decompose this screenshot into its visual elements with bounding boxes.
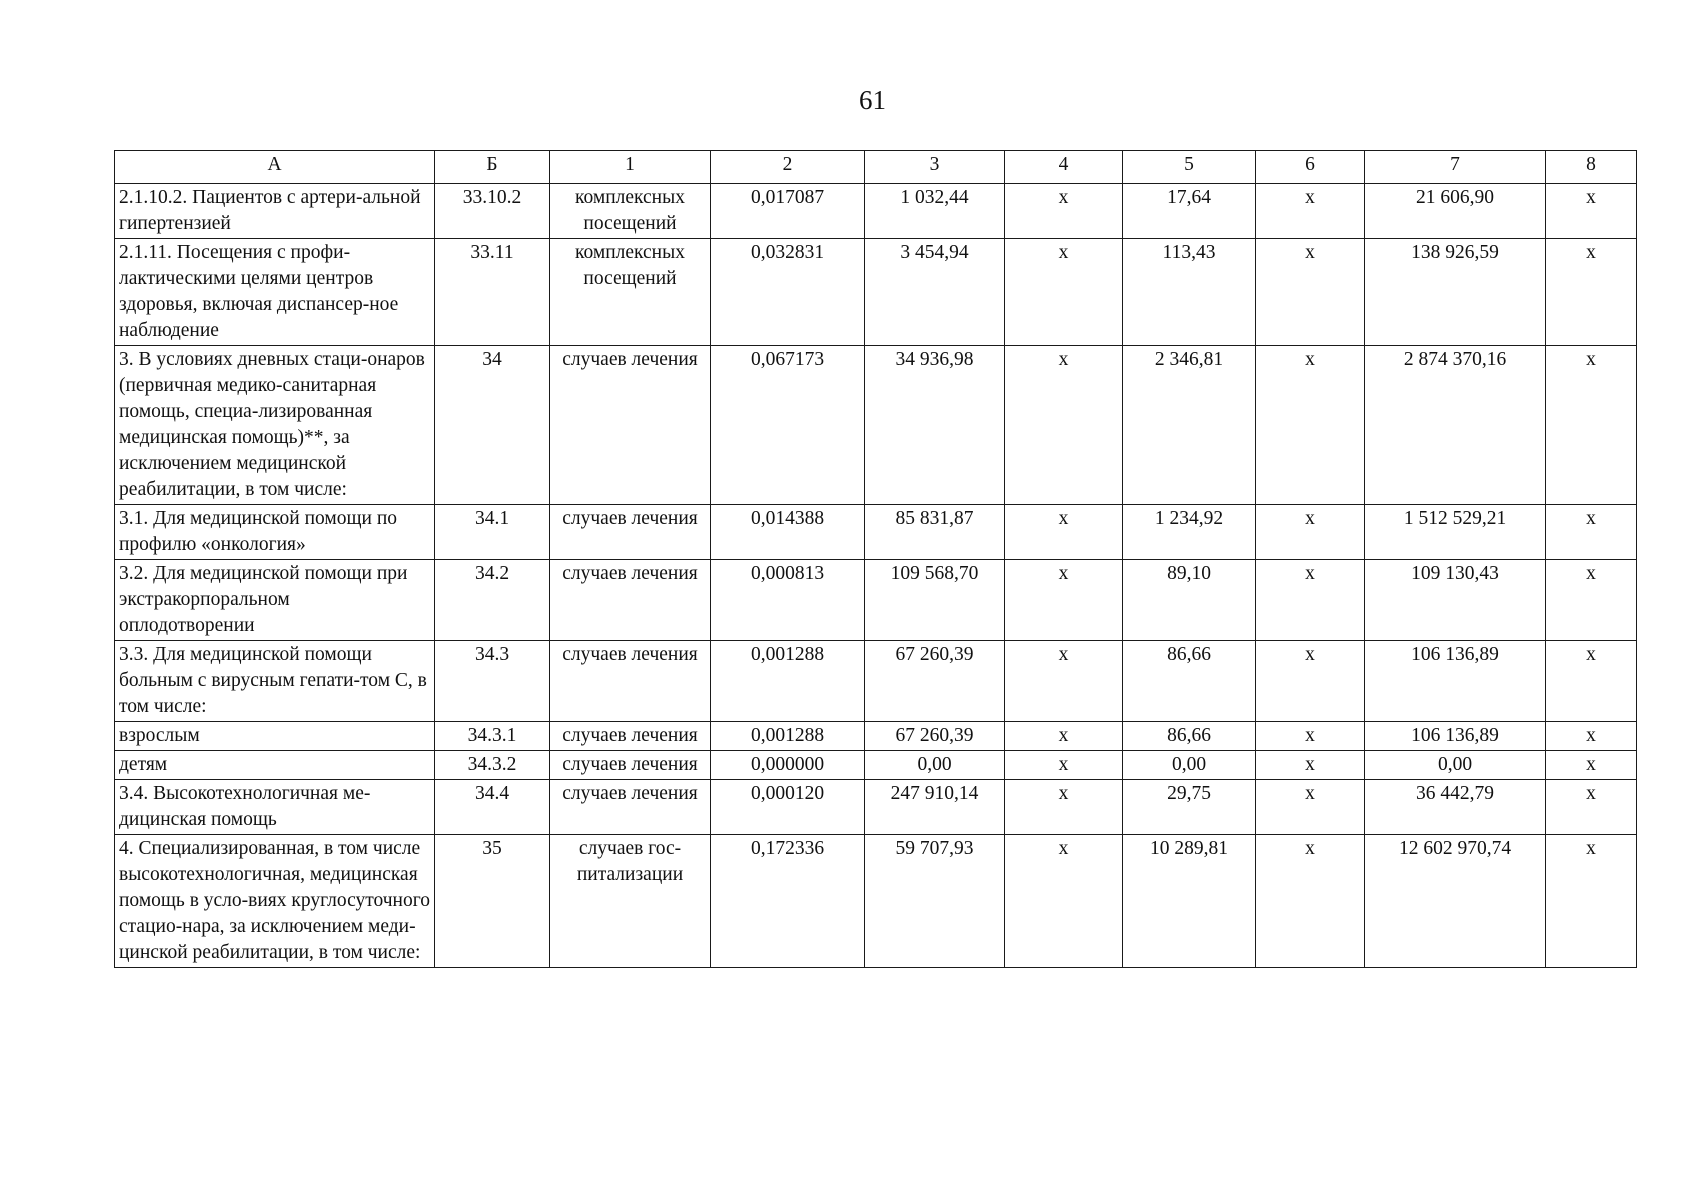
value-cell-7: 21 606,90 bbox=[1365, 184, 1546, 239]
value-cell-5: 86,66 bbox=[1123, 722, 1256, 751]
row-name-cell: 3.2. Для медицинской помощи при экстракорпоральном оплодотворении bbox=[115, 560, 435, 641]
value-cell-6: х bbox=[1256, 641, 1365, 722]
row-name-cell: 3.4. Высокотехнологичная ме-дицинская помощь bbox=[115, 780, 435, 835]
value-cell-6: х bbox=[1256, 722, 1365, 751]
row-code-cell: 34.3.2 bbox=[435, 751, 550, 780]
value-cell-4: х bbox=[1005, 780, 1123, 835]
column-header: 3 bbox=[865, 151, 1005, 184]
table-body bbox=[115, 184, 1637, 968]
value-cell-3: 1 032,44 bbox=[865, 184, 1005, 239]
value-cell-2: 0,014388 bbox=[711, 505, 865, 560]
value-cell-3: 34 936,98 bbox=[865, 346, 1005, 505]
value-cell-3: 85 831,87 bbox=[865, 505, 1005, 560]
row-code-cell: 34.3.1 bbox=[435, 722, 550, 751]
column-header: 7 bbox=[1365, 151, 1546, 184]
row-code-cell: 33.10.2 bbox=[435, 184, 550, 239]
table-row bbox=[115, 780, 1637, 835]
row-code-cell: 34.1 bbox=[435, 505, 550, 560]
unit-cell: случаев лечения bbox=[550, 751, 711, 780]
value-cell-4: х bbox=[1005, 184, 1123, 239]
row-name-cell: детям bbox=[115, 751, 435, 780]
row-code-cell: 34.2 bbox=[435, 560, 550, 641]
unit-cell: комплексных посещений bbox=[550, 184, 711, 239]
column-header: А bbox=[115, 151, 435, 184]
value-cell-7: 36 442,79 bbox=[1365, 780, 1546, 835]
value-cell-4: х bbox=[1005, 722, 1123, 751]
value-cell-2: 0,017087 bbox=[711, 184, 865, 239]
unit-cell: случаев лечения bbox=[550, 780, 711, 835]
value-cell-6: х bbox=[1256, 346, 1365, 505]
row-code-cell: 35 bbox=[435, 835, 550, 968]
unit-cell: случаев лечения bbox=[550, 560, 711, 641]
column-header: 8 bbox=[1546, 151, 1637, 184]
value-cell-7: 106 136,89 bbox=[1365, 722, 1546, 751]
table-row bbox=[115, 751, 1637, 780]
table-row bbox=[115, 835, 1637, 968]
value-cell-7: 0,00 bbox=[1365, 751, 1546, 780]
column-header: Б bbox=[435, 151, 550, 184]
column-header: 6 bbox=[1256, 151, 1365, 184]
value-cell-2: 0,001288 bbox=[711, 722, 865, 751]
value-cell-6: х bbox=[1256, 780, 1365, 835]
value-cell-6: х bbox=[1256, 835, 1365, 968]
value-cell-5: 17,64 bbox=[1123, 184, 1256, 239]
row-name-cell: 3. В условиях дневных стаци-онаров (первичная медико-санитарная помощь, специа-лизированная медицинская помощь)**, за исключением медицинской реабилитации, в том числе: bbox=[115, 346, 435, 505]
row-code-cell: 34 bbox=[435, 346, 550, 505]
value-cell-8: х bbox=[1546, 505, 1637, 560]
value-cell-3: 3 454,94 bbox=[865, 239, 1005, 346]
row-name-cell: 3.1. Для медицинской помощи по профилю «онкология» bbox=[115, 505, 435, 560]
value-cell-8: х bbox=[1546, 184, 1637, 239]
table-row bbox=[115, 505, 1637, 560]
column-header: 2 bbox=[711, 151, 865, 184]
value-cell-2: 0,000120 bbox=[711, 780, 865, 835]
value-cell-8: х bbox=[1546, 835, 1637, 968]
column-header: 5 bbox=[1123, 151, 1256, 184]
row-code-cell: 34.4 bbox=[435, 780, 550, 835]
value-cell-2: 0,067173 bbox=[711, 346, 865, 505]
value-cell-8: х bbox=[1546, 239, 1637, 346]
table-row bbox=[115, 239, 1637, 346]
value-cell-7: 12 602 970,74 bbox=[1365, 835, 1546, 968]
value-cell-6: х bbox=[1256, 751, 1365, 780]
row-name-cell: 3.3. Для медицинской помощи больным с вирусным гепати-том С, в том числе: bbox=[115, 641, 435, 722]
value-cell-2: 0,032831 bbox=[711, 239, 865, 346]
value-cell-7: 1 512 529,21 bbox=[1365, 505, 1546, 560]
row-name-cell: 4. Специализированная, в том числе высокотехнологичная, медицинская помощь в усло-виях круглосуточного стацио-нара, за исключением меди-цинской реабилитации, в том числе: bbox=[115, 835, 435, 968]
value-cell-4: х bbox=[1005, 751, 1123, 780]
value-cell-6: х bbox=[1256, 239, 1365, 346]
value-cell-3: 59 707,93 bbox=[865, 835, 1005, 968]
column-header: 1 bbox=[550, 151, 711, 184]
value-cell-4: х bbox=[1005, 835, 1123, 968]
value-cell-8: х bbox=[1546, 346, 1637, 505]
unit-cell: случаев лечения bbox=[550, 505, 711, 560]
value-cell-3: 109 568,70 bbox=[865, 560, 1005, 641]
column-header: 4 bbox=[1005, 151, 1123, 184]
value-cell-3: 0,00 bbox=[865, 751, 1005, 780]
row-name-cell: 2.1.11. Посещения с профи-лактическими целями центров здоровья, включая диспансер-ное наблюдение bbox=[115, 239, 435, 346]
value-cell-3: 247 910,14 bbox=[865, 780, 1005, 835]
value-cell-2: 0,001288 bbox=[711, 641, 865, 722]
value-cell-6: х bbox=[1256, 560, 1365, 641]
value-cell-7: 138 926,59 bbox=[1365, 239, 1546, 346]
value-cell-2: 0,000000 bbox=[711, 751, 865, 780]
value-cell-5: 2 346,81 bbox=[1123, 346, 1256, 505]
row-name-cell: 2.1.10.2. Пациентов с артери-альной гипертензией bbox=[115, 184, 435, 239]
value-cell-3: 67 260,39 bbox=[865, 641, 1005, 722]
row-code-cell: 33.11 bbox=[435, 239, 550, 346]
value-cell-5: 0,00 bbox=[1123, 751, 1256, 780]
value-cell-8: х bbox=[1546, 780, 1637, 835]
value-cell-2: 0,000813 bbox=[711, 560, 865, 641]
value-cell-5: 86,66 bbox=[1123, 641, 1256, 722]
row-name-cell: взрослым bbox=[115, 722, 435, 751]
unit-cell: случаев лечения bbox=[550, 346, 711, 505]
value-cell-5: 89,10 bbox=[1123, 560, 1256, 641]
unit-cell: случаев лечения bbox=[550, 641, 711, 722]
value-cell-6: х bbox=[1256, 505, 1365, 560]
table-row bbox=[115, 641, 1637, 722]
header-row bbox=[115, 151, 1637, 184]
value-cell-8: х bbox=[1546, 641, 1637, 722]
value-cell-8: х bbox=[1546, 722, 1637, 751]
value-cell-7: 106 136,89 bbox=[1365, 641, 1546, 722]
row-code-cell: 34.3 bbox=[435, 641, 550, 722]
page-number: 61 bbox=[859, 85, 886, 115]
value-cell-5: 113,43 bbox=[1123, 239, 1256, 346]
value-cell-8: х bbox=[1546, 560, 1637, 641]
unit-cell: комплексных посещений bbox=[550, 239, 711, 346]
value-cell-4: х bbox=[1005, 346, 1123, 505]
value-cell-4: х bbox=[1005, 505, 1123, 560]
value-cell-6: х bbox=[1256, 184, 1365, 239]
value-cell-2: 0,172336 bbox=[711, 835, 865, 968]
unit-cell: случаев гос-питализации bbox=[550, 835, 711, 968]
value-cell-4: х bbox=[1005, 560, 1123, 641]
value-cell-7: 2 874 370,16 bbox=[1365, 346, 1546, 505]
value-cell-3: 67 260,39 bbox=[865, 722, 1005, 751]
table-row bbox=[115, 346, 1637, 505]
value-cell-5: 29,75 bbox=[1123, 780, 1256, 835]
table-row bbox=[115, 560, 1637, 641]
table-row bbox=[115, 722, 1637, 751]
unit-cell: случаев лечения bbox=[550, 722, 711, 751]
value-cell-4: х bbox=[1005, 641, 1123, 722]
value-cell-7: 109 130,43 bbox=[1365, 560, 1546, 641]
value-cell-4: х bbox=[1005, 239, 1123, 346]
value-cell-8: х bbox=[1546, 751, 1637, 780]
value-cell-5: 10 289,81 bbox=[1123, 835, 1256, 968]
value-cell-5: 1 234,92 bbox=[1123, 505, 1256, 560]
table-row bbox=[115, 184, 1637, 239]
data-table bbox=[114, 150, 1637, 968]
